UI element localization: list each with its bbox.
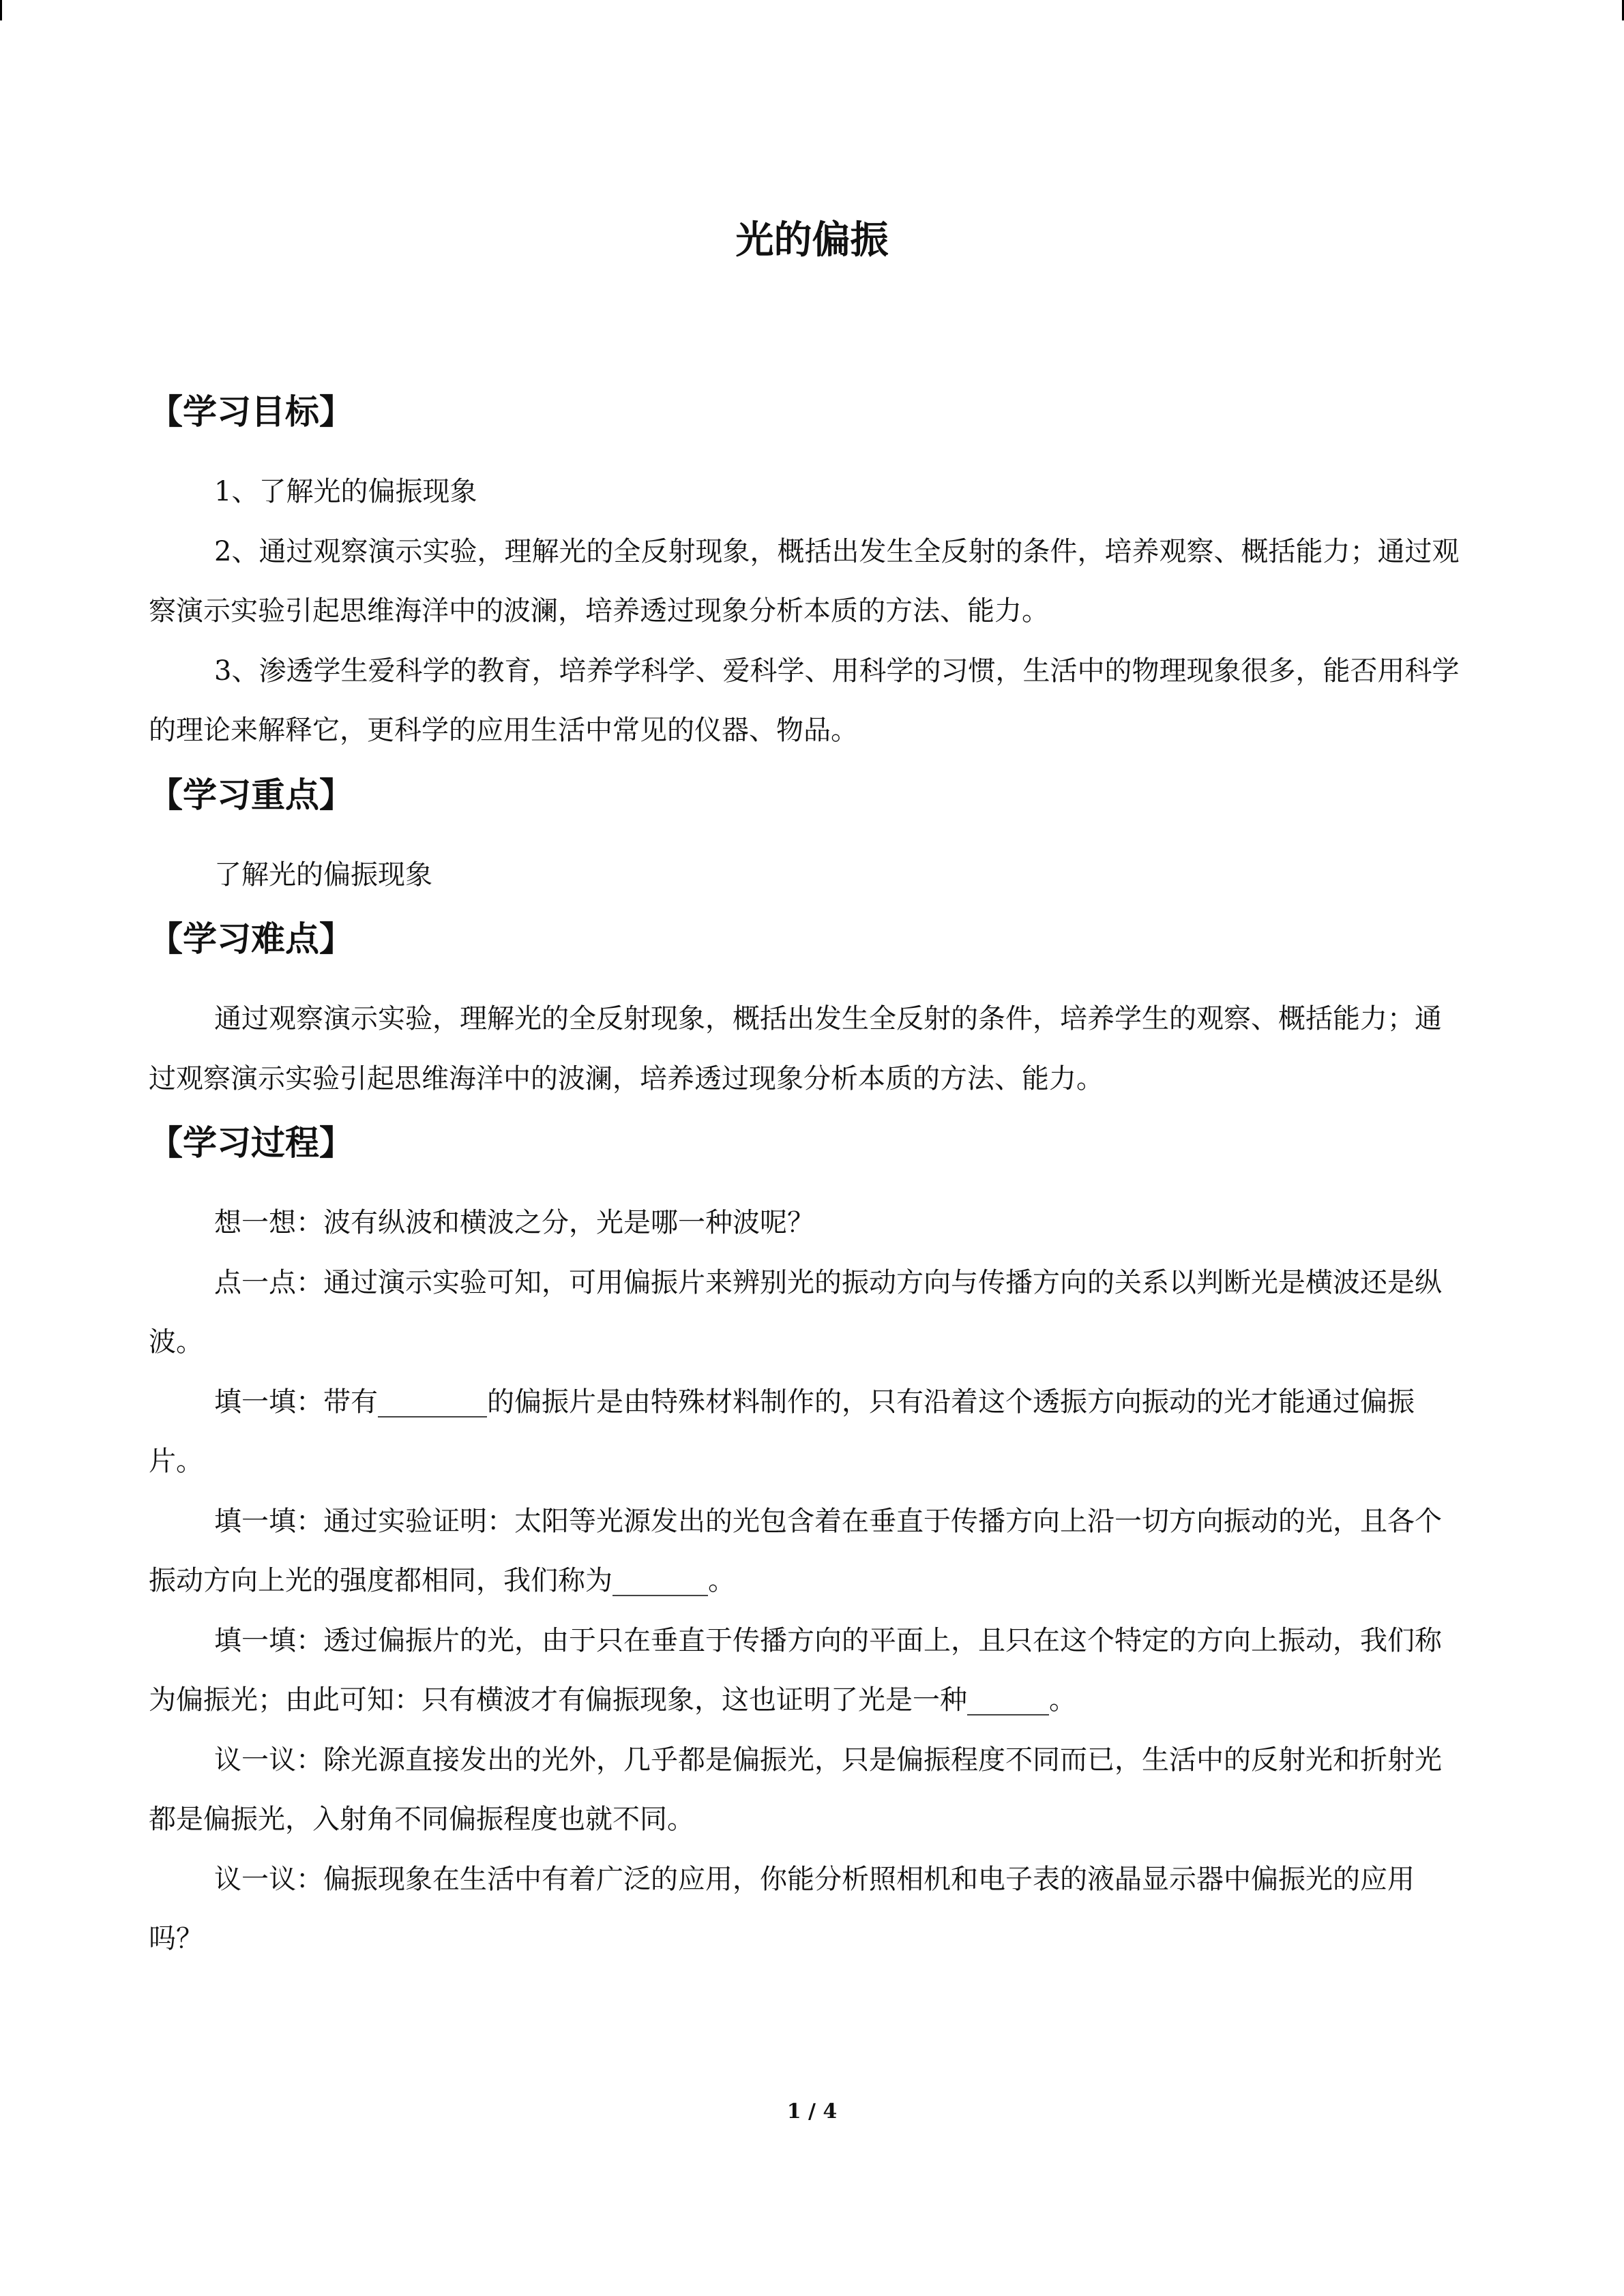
objective-item: 3、渗透学生爱科学的教育，培养学科学、爱科学、用科学的习惯，生活中的物理现象很多，能否用科学的理论来解释它，更科学的应用生活中常见的仪器、物品。 (149, 655, 1460, 746)
crop-mark-right (1620, 0, 1624, 20)
section-heading-process: 【学习过程】 (149, 1123, 353, 1163)
objective-item: 2、通过观察演示实验，理解光的全反射现象，概括出发生全反射的条件，培养观察、概括能力；通过观察演示实验引起思维海洋中的波澜，培养透过现象分析本质的方法、能力。 (149, 535, 1460, 627)
process-item: 填一填：带有________的偏振片是由特殊材料制作的，只有沿着这个透振方向振动的光才能通过偏振片。 (149, 1386, 1415, 1477)
section-objectives (149, 382, 1465, 761)
crop-mark-left (0, 0, 4, 20)
section-process (149, 1113, 1465, 1969)
key-point-text: 了解光的偏振现象 (214, 859, 432, 891)
section-heading-objectives: 【学习目标】 (149, 392, 353, 432)
objective-item: 1、了解光的偏振现象 (214, 476, 477, 507)
section-difficulties (149, 909, 1465, 1109)
section-key-points (149, 765, 1465, 906)
process-item: 填一填：通过实验证明：太阳等光源发出的光包含着在垂直于传播方向上沿一切方向振动的光，且各个振动方向上光的强度都相同，我们称为_______。 (149, 1505, 1442, 1596)
process-item: 想一想：波有纵波和横波之分，光是哪一种波呢？ (214, 1207, 814, 1238)
section-heading-key-points: 【学习重点】 (149, 775, 353, 815)
process-item: 议一议：除光源直接发出的光外，几乎都是偏振光，只是偏振程度不同而已，生活中的反射光和折射光都是偏振光，入射角不同偏振程度也就不同。 (149, 1744, 1442, 1835)
process-item: 点一点：通过演示实验可知，可用偏振片来辨别光的振动方向与传播方向的关系以判断光是横波还是纵波。 (149, 1266, 1442, 1358)
document-body (149, 382, 1465, 1969)
section-heading-difficulties: 【学习难点】 (149, 919, 353, 959)
page-number: 1 / 4 (786, 2100, 838, 2123)
process-item: 议一议：偏振现象在生活中有着广泛的应用，你能分析照相机和电子表的液晶显示器中偏振光的应用吗？ (149, 1863, 1415, 1954)
difficulty-text: 通过观察演示实验，理解光的全反射现象，概括出发生全反射的条件，培养学生的观察、概括能力；通过观察演示实验引起思维海洋中的波澜，培养透过现象分析本质的方法、能力。 (149, 1003, 1442, 1094)
document-title: 光的偏振 (735, 218, 889, 263)
process-item: 填一填：透过偏振片的光，由于只在垂直于传播方向的平面上，且只在这个特定的方向上振动，我们称为偏振光；由此可知：只有横波才有偏振现象，这也证明了光是一种______。 (149, 1624, 1442, 1716)
